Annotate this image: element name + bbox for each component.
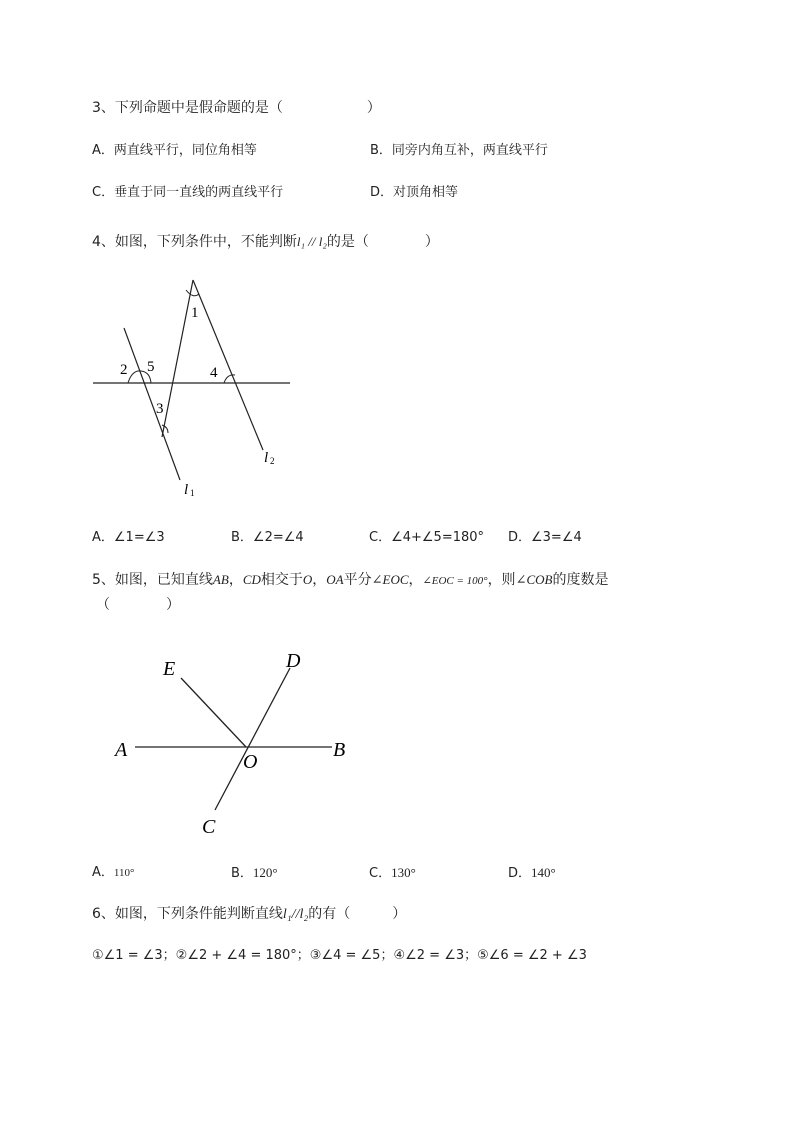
q5-label-d: D bbox=[286, 650, 301, 672]
q5-stem-g: ，则 bbox=[487, 572, 516, 588]
q4-line-l1 bbox=[124, 328, 180, 480]
q5-option-b-value: 120° bbox=[252, 865, 278, 880]
q4-stem-math: l₁ // l₂ bbox=[296, 234, 327, 249]
q4-stem bbox=[92, 233, 439, 251]
q5-option-d bbox=[508, 864, 556, 883]
q5-stem-h: 的度数是 bbox=[552, 572, 609, 588]
q5-line-cd bbox=[215, 668, 290, 810]
q5-answer-paren: （ ） bbox=[96, 597, 180, 613]
q5-angle-cob: ∠COB bbox=[515, 572, 553, 587]
q4-label-l2: l bbox=[264, 450, 269, 466]
q5-label-c: C bbox=[202, 816, 216, 838]
q3-option-d: D．对顶角相等 bbox=[370, 185, 459, 200]
q4-option-c: C．∠4+∠5=180° bbox=[369, 530, 485, 545]
q4-label-l2-sub: 2 bbox=[270, 456, 275, 466]
q4-angle-label-3: 3 bbox=[156, 401, 164, 417]
q5-label-a: A bbox=[115, 739, 128, 761]
q5-figure bbox=[105, 640, 365, 840]
q5-ray-oe bbox=[181, 678, 246, 747]
q5-option-c-letter: C． bbox=[369, 866, 392, 881]
q3-stem: 3、下列命题中是假命题的是（ ） bbox=[92, 100, 381, 116]
q4-angle-label-5: 5 bbox=[147, 359, 155, 375]
q4-line-l2 bbox=[193, 280, 263, 450]
q5-stem bbox=[92, 571, 608, 590]
q5-cd: CD bbox=[242, 572, 261, 587]
q4-transversal bbox=[162, 280, 193, 437]
q5-label-e: E bbox=[163, 658, 176, 680]
q5-label-b: B bbox=[333, 739, 346, 761]
q4-angle-label-2: 2 bbox=[120, 362, 128, 378]
q3-option-c: C．垂直于同一直线的两直线平行 bbox=[92, 185, 284, 200]
q4-label-l1: l bbox=[184, 482, 189, 498]
q5-stem-f: ， bbox=[408, 572, 423, 588]
q4-stem-suffix: 的是（ ） bbox=[326, 234, 439, 250]
q5-stem-a: 5、如图，已知直线 bbox=[92, 572, 213, 588]
q5-option-d-value: 140° bbox=[531, 865, 556, 880]
q5-ab: AB bbox=[212, 572, 229, 587]
q5-option-a-letter: A． bbox=[92, 865, 114, 880]
q4-option-d: D．∠3=∠4 bbox=[508, 530, 582, 545]
q4-figure bbox=[80, 270, 310, 500]
q4-stem-prefix: 4、如图，下列条件中，不能判断 bbox=[92, 234, 297, 250]
q6-stem bbox=[92, 905, 406, 924]
q5-option-b bbox=[231, 864, 278, 883]
q3-option-b: B．同旁内角互补，两直线平行 bbox=[370, 143, 548, 158]
q5-o: O bbox=[302, 572, 313, 587]
q5-stem-b: ， bbox=[228, 572, 243, 588]
q5-option-b-letter: B． bbox=[231, 866, 253, 881]
q5-option-c-value: 130° bbox=[391, 865, 416, 880]
q5-option-c bbox=[369, 864, 416, 883]
q6-stem-suffix: 的有（ ） bbox=[308, 906, 407, 922]
q4-option-b: B．∠2=∠4 bbox=[231, 530, 304, 545]
q6-conditions: ①∠1 = ∠3；②∠2 + ∠4 = 180°；③∠4 = ∠5；④∠2 = ∠3；⑤∠6 = ∠2 + ∠3 bbox=[92, 948, 587, 963]
q5-option-a-value: 110° bbox=[113, 867, 135, 879]
q6-stem-prefix: 6、如图，下列条件能判断直线 bbox=[92, 906, 283, 922]
q5-stem-e: 平分 bbox=[343, 572, 372, 588]
q5-stem-c: 相交于 bbox=[260, 572, 303, 588]
q4-option-a: A．∠1=∠3 bbox=[92, 530, 165, 545]
q5-angle-eoc: ∠EOC bbox=[371, 572, 409, 587]
q5-option-d-letter: D． bbox=[508, 866, 532, 881]
q6-stem-math: l₁//l₂ bbox=[282, 907, 309, 922]
q4-angle-label-4: 4 bbox=[210, 365, 218, 381]
q4-label-l1-sub: 1 bbox=[190, 488, 195, 498]
q3-option-a: A．两直线平行，同位角相等 bbox=[92, 143, 257, 158]
q5-stem-d: ， bbox=[312, 572, 327, 588]
q5-oa: OA bbox=[326, 572, 344, 587]
q5-label-o: O bbox=[243, 751, 258, 773]
q5-option-a bbox=[92, 864, 134, 882]
q5-angle-eoc-value: ∠EOC = 100° bbox=[422, 575, 488, 587]
q4-angle-label-1: 1 bbox=[191, 305, 199, 321]
